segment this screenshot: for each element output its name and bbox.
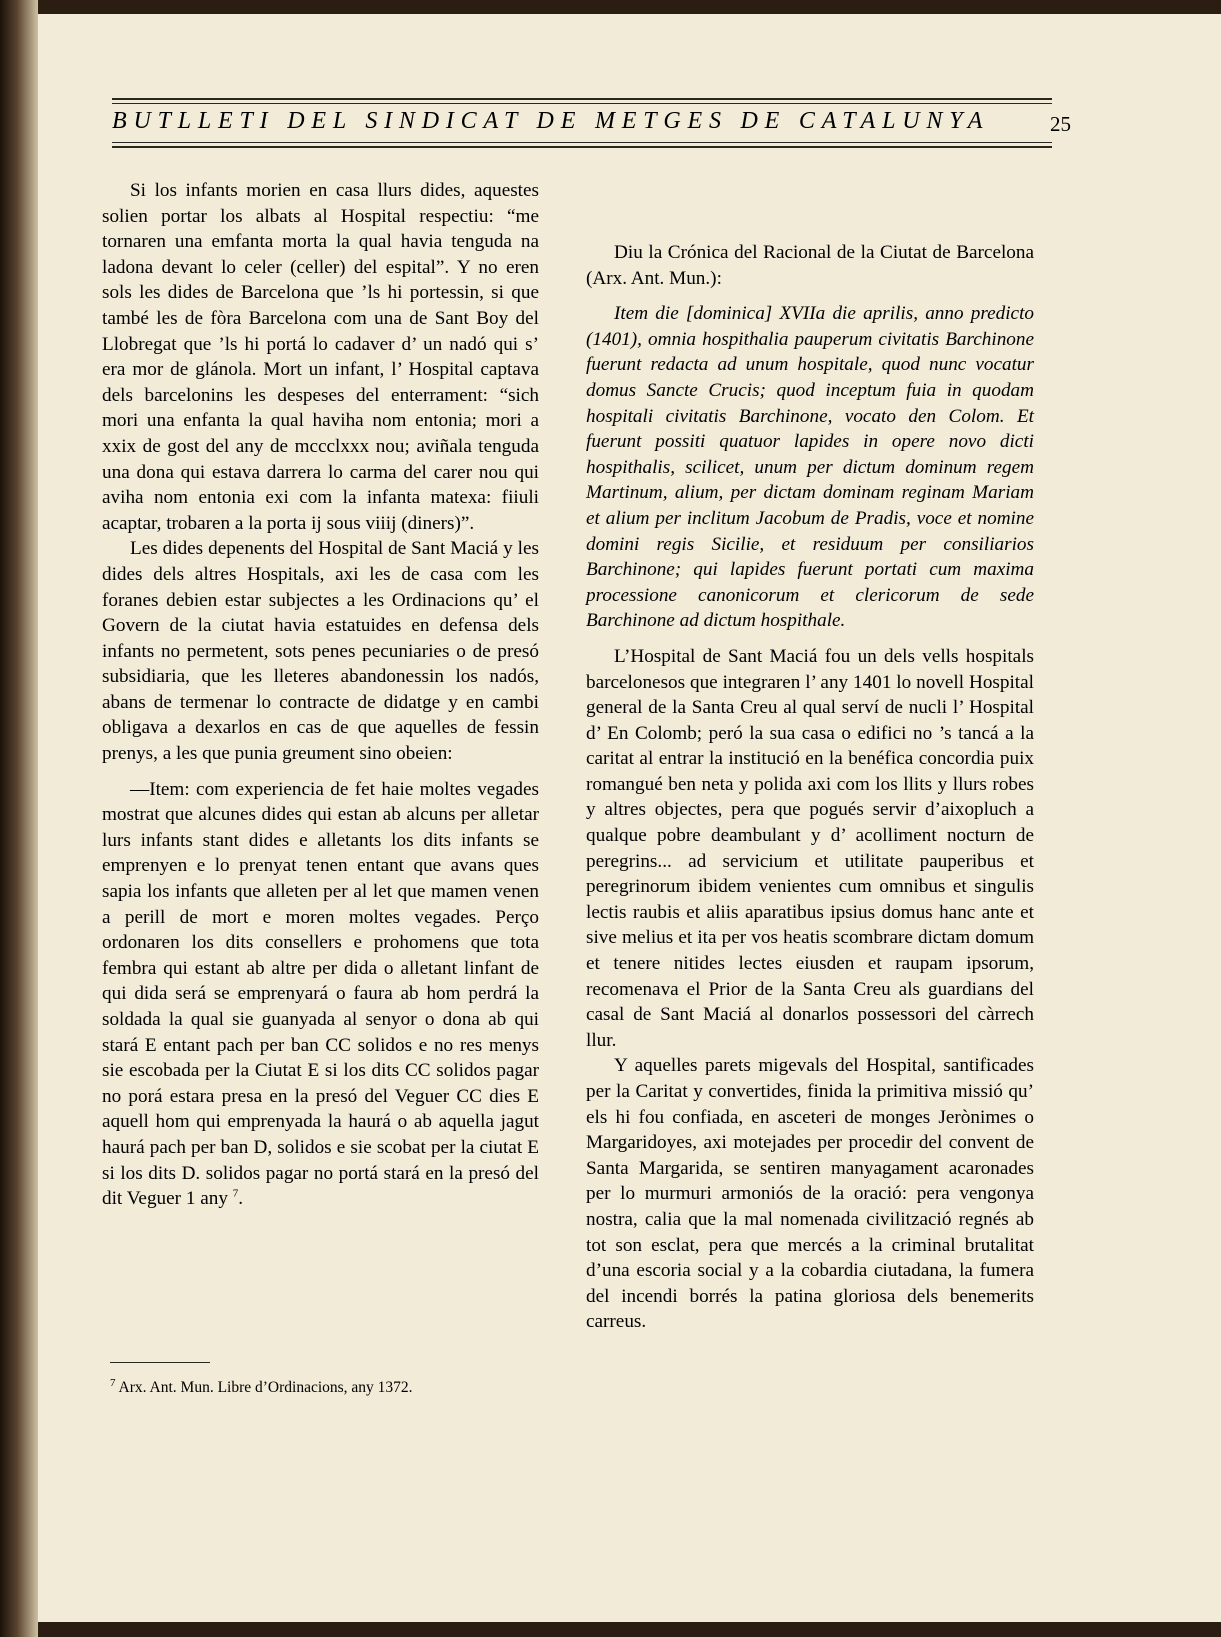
footnote-marker: 7 — [110, 1376, 116, 1389]
ordinance-text: —Item: com experiencia de fet haie moltes vegades mostrat que alcunes dides qui estan ab alcuns per alletar lurs infants stant dides e alletants los dits infants se emprenyen e lo prenyat tenen entant que avans ques sapia los infants que alleten per al let que mamen venen a perill de mort e moren moltes vegades. Perço ordonaren los dits consellers e prohomens que tota fembra qui estant ab altre per dida o alletant linfant de qui dida será se emprenyará o faura ab hom perdrá la soldada la qual sie guanyada al senyor o dona ab qui stará E entant pach per ban CC solidos e no res menys sie escobada per la Ciutat E si los dits CC solidos pagar no porá estara presa en la presó del Veguer CC dies E aquell hom qui emprenyada la haurá o ab aquella jagut haurá pach per ban D, solidos e sie scobat per la ciutat E si los dits D. solidos pagar no portá stará en la presó del dit Veguer 1 any — [102, 778, 539, 1210]
latin-chronicle-quote: Item die [dominica] XVIIa die aprilis, anno predicto (1401), omnia hospithalia pauperum civitatis Barchinone fuerunt redacta ad unum hospitale, quod nunc vocatur domus Sancte Crucis; quod inceptum fuia in quodam hospitali civitatis Barchinone, vocato den Colom. Et fuerunt possiti quatuor lapides in opere novo dicti hospithalis, scilicet, unum per dictum dominum regem Martinum, alium, per dictam dominam reginam Mariam et alium per inclitum Jacobum de Pradis, voce et nomine domini regis Sicilie, et residuum per consiliarios Barchinone; qui lapides fuerunt portati cum maxima processione canonicorum et clericorum de sede Barchinone ad dictum hospithale. — [586, 303, 1034, 632]
footnote-divider — [110, 1362, 210, 1363]
paragraph: Y aquelles parets migevals del Hospital, santificades per la Caritat y convertides, finida la primitiva missió qu’ els hi fou confiada, en asceteri de monges Jerònimes o Margaridoyes, axi motejades per procedir del convent de Santa Margarida, se sentiren manyagament acaronades per lo murmuri armoniós de la oració: pera vengonya nostra, calia que la mal nomenada civilització regnés ab tot son esclat, pera que mercés a la criminal brutalitat d’una escoria social y a la cobardia ciutadana, la fumera del incendi borrés la patina gloriosa dels benemerits carreus. — [586, 1055, 1034, 1333]
left-column — [102, 178, 539, 1212]
right-column — [586, 240, 1034, 1335]
paragraph: L’Hospital de Sant Maciá fou un dels vells hospitals barcelonesos que integraren l’ any 1401 lo novell Hospital general de la Santa Creu al qual serví de nucli l’ Hospital d’ En Colomb; peró la sua casa o edifici no ’s tancá a la caritat al entrar la institució en la benéfica concordia puix romangué ben neta y polida axi com los llits y llurs robes y altres objectes, pera que pogués servir d’aixopluch a qualque pobre deambulant y d’ acolliment nocturn de peregrins... ad servicium et utilitate pauperibus et peregrinorum ibidem venientes cum omnibus et singulis lectis raubis et aliis aparatibus ipsius domus hanc ante et sive melius et ita per vos heatis scombrare dictam domum et tenere nitides lectes eiusden et raupam ipsorum, recomenava el Prior de la Santa Creu als guardians del casal de Sant Maciá al donarlos possessori del càrrech llur. — [586, 645, 1034, 1051]
footnote-text: Arx. Ant. Mun. Libre d’Ordinacions, any 1372. — [118, 1379, 413, 1396]
header-rule-top — [112, 98, 1052, 100]
header-rule-bottom — [112, 146, 1052, 148]
page-number: 25 — [1050, 112, 1071, 136]
header-rule-bottom-thin — [112, 142, 1052, 143]
page-header — [112, 88, 1087, 168]
ordinance-quote: —Item: com experiencia de fet haie moltes vegades mostrat que alcunes dides qui estan ab alcuns per alletar lurs infants stant dides e alletants los dits infants se emprenyen e lo prenyat tenen entant que avans ques sapia los infants que alleten per al let que mamen venen a perill de mort e moren moltes vegades. Perço ordonaren los dits consellers e prohomens que tota fembra qui estant ab altre per dida o alletant linfant de qui dida será se emprenyará o faura ab hom perdrá la soldada la qual sie guanyada al senyor o dona ab qui stará E entant pach per ban CC solidos e no res menys sie escobada per la Ciutat E si los dits CC solidos pagar no porá estara presa en la presó del Veguer CC dies E aquell hom qui emprenyada la haurá o ab aquella jagut haurá pach per ban D, solidos e sie scobat per la ciutat E si los dits D. solidos pagar no portá stará en la presó del dit Veguer 1 any $^7$. — [102, 778, 539, 1210]
footnote-reference: 7 — [232, 1187, 239, 1200]
footnote — [110, 1378, 550, 1398]
book-spine — [0, 0, 38, 1637]
journal-title: BUTLLETI DEL SINDICAT DE METGES DE CATALUNYA — [112, 108, 990, 134]
header-rule-top-thin — [112, 103, 1052, 104]
paragraph: Diu la Crónica del Racional de la Ciutat de Barcelona (Arx. Ant. Mun.): — [586, 242, 1034, 289]
paragraph: Si los infants morien en casa llurs dides, aquestes solien portar los albats al Hospital respectiu: “me tornaren una emfanta morta la qual havia tenguda na ladona devant lo celer (celler) del espital”. Y no eren sols les dides de Barcelona que ’ls hi portessin, si que també les de fòra Barcelona com una de Sant Boy del Llobregat que ’ls hi portá lo cadaver d’ un nadó qui s’ era mor de glánola. Mort un infant, l’ Hospital captava dels barcelonins les despeses del enterrament: “sich mori una enfanta la qual haviha nom entonia; mori a xxix de gost del any de mccclxxx nou; aviñala tenguda una dona qui estava darrera lo carma del carer nou qui aviha nom entonia exi com la infanta matexa: fiiuli acaptar, trobaren a la porta ij sous viiij (diners)”. — [102, 180, 539, 534]
paragraph: Les dides depenents del Hospital de Sant Maciá y les dides dels altres Hospitals, axi les de casa com les foranes debien estar subjectes a les Ordinacions qu’ el Govern de la ciutat havia estatuides en defensa dels infants no permetent, sots penes pecuniaries o de presó subsidiaria, que les lleteres abandonessin los nadós, abans de termenar lo contracte de didatge y en cambi obligava a dexarlos en cas de que aquelles de fessin prenys, a les que punia greument sino obeien: — [102, 538, 539, 765]
